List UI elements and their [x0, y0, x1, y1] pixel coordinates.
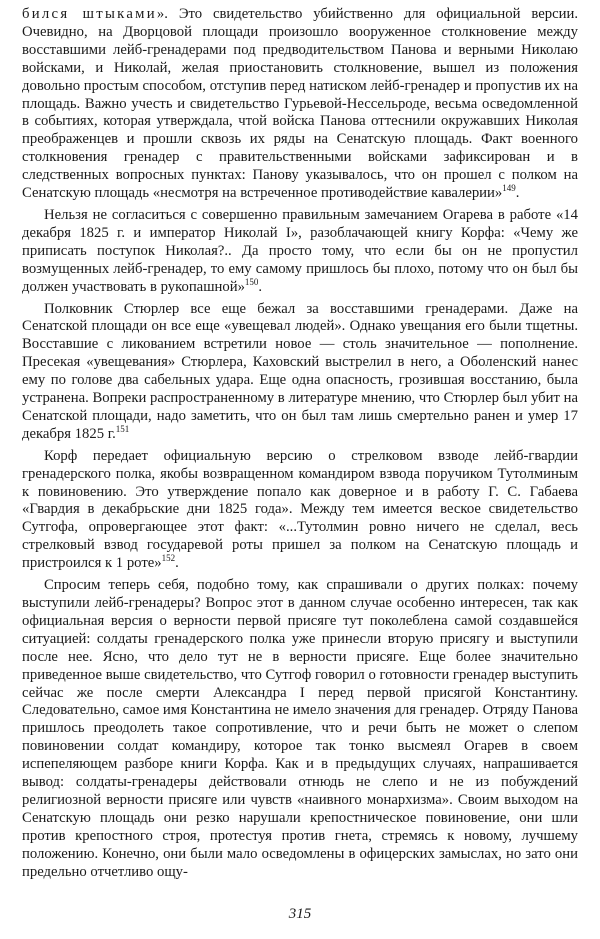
- paragraph-tail: .: [258, 278, 263, 295]
- footnote-ref-151: 151: [115, 423, 130, 434]
- paragraph-2: [22, 207, 578, 297]
- paragraph-3: [22, 301, 578, 444]
- spaced-lead-phrase: бился штыками: [22, 6, 157, 22]
- footnote-ref-150: 150: [244, 276, 259, 287]
- paragraph-5: [22, 577, 578, 881]
- paragraph-text: Полковник Стюрлер все еще бежал за восставшими гренадерами. Даже на Сенатской площади он все еще «увещевал людей». Однако увещания его были тщетны. Восставшие с ликованием встретили новое — столь значительное — пополнение. Пресекая «увещевания» Стюрлера, Каховский выстрелил в него, а Оболенский нанес ему по голове два сабельных удара. Еще одна опасность, грозившая восстанию, была устранена. Вопреки распространенному в литературе мнению, что Стюрлер был убит на Сенатской площади, надо заметить, что он был там лишь смертельно ранен и умер 17 декабря 1825 г.: [22, 300, 578, 442]
- footnote-ref-152: 152: [161, 553, 176, 564]
- paragraph-tail: .: [175, 555, 179, 572]
- footnote-ref-149: 149: [502, 183, 516, 194]
- paragraph-tail: .: [515, 185, 520, 202]
- page-number: 315: [288, 906, 312, 922]
- paragraph-text: Корф передает официальную версию о стрелковом взводе лейб-гвардии гренадерского полка, якобы возвращенном командиром взвода поручиком Тутолминым к повиновению. Это утверждение попало как доверное и в работу Г. С. Габаева «Гвардия в декабрьские дни 1825 года». Между тем имеется веское свидетельство Сутгофа, опровергающее этот факт: «...Тутолмин ровно ничего не сделал, весь стрелковый взвод государевой роты пришел за полком на Сенатскую площадь и пристроился к 1 роте»: [22, 447, 578, 572]
- paragraph-text: ». Это свидетельство убийственно для официальной версии. Очевидно, на Дворцовой площади произошло вооруженное столкновение между восставшими лейб-гренадерами под предводительством Панова и верными Николаю войсками, и Николай, желая приостановить столкновение, вышел из положения довольно простым способом, отступив перед натиском лейб-гренадер и пропустив их на площадь. Важно учесть и свидетельство Гурьевой-Нессельроде, весьма осведомленной в событиях, которая утверждала, чтой войска Панова оттеснили окружавших Николая преображенцев и прошли сквозь их ряды на Сенатскую площадь. Факт военного столкновения гренадер с правительственными войсками зафиксирован и в следственных вопросных пунктах: Панову указывалось, что он прошел с полком на Сенатскую площадь «несмотря на встреченное противодействие кавалерии»: [22, 6, 578, 202]
- paragraph-text: Спросим теперь себя, подобно тому, как спрашивали о других полках: почему выступили лейб-гренадеры? Вопрос этот в данном случае особенно интересен, так как официальная версия о верности первой присяге тут поколеблена самой создавшейся ситуацией: солдаты гренадерского полка уже принесли вторую присягу и выступили после нее. Ясно, что дело тут не в верности присяге. Еще более значительно приведенное выше свидетельство, что Сутгоф говорил о готовности гренадер выступить сейчас же после смерти Александра I перед первой присягой Константину. Следовательно, самое имя Константина не имело значения для гренадер. Отряду Панова пришлось преодолеть такое сопротивление, что и речи быть не может о слепом повиновении солдат командиру, которое так тонко высмеял Огарев в своем испепеляющем разборе книги Корфа. Как и в предыдущих случаях, напрашивается вывод: солдаты-гренадеры действовали отнюдь не слепо и не из побуждений религиозной верности присяге или чувств «наивного монархизма». Своим выходом на Сенатскую площадь они резко нарушали крепостническое повиновение, они шли против крепостного строя, протестуя против гнета, стремясь к новому, лучшему положению. Конечно, они были мало осведомлены в офицерских замыслах, но зато они предельно отчетливо ощу-: [22, 577, 578, 880]
- paragraph-4: [22, 448, 578, 573]
- paragraph-1: [22, 6, 578, 203]
- paragraph-text: Нельзя не согласиться с совершенно правильным замечанием Огарева в работе «14 декабря 1825 г. и император Николай I», разоблачающей книгу Корфа: «Чему же приписать поступок Николая?.. Да просто тому, что если бы он не пропустил возмущенных лейб-гренадер, то ему самому пришлось бы плохо, потому что он был бы должен участвовать в рукопашной»: [22, 206, 578, 295]
- body-text: [22, 6, 578, 882]
